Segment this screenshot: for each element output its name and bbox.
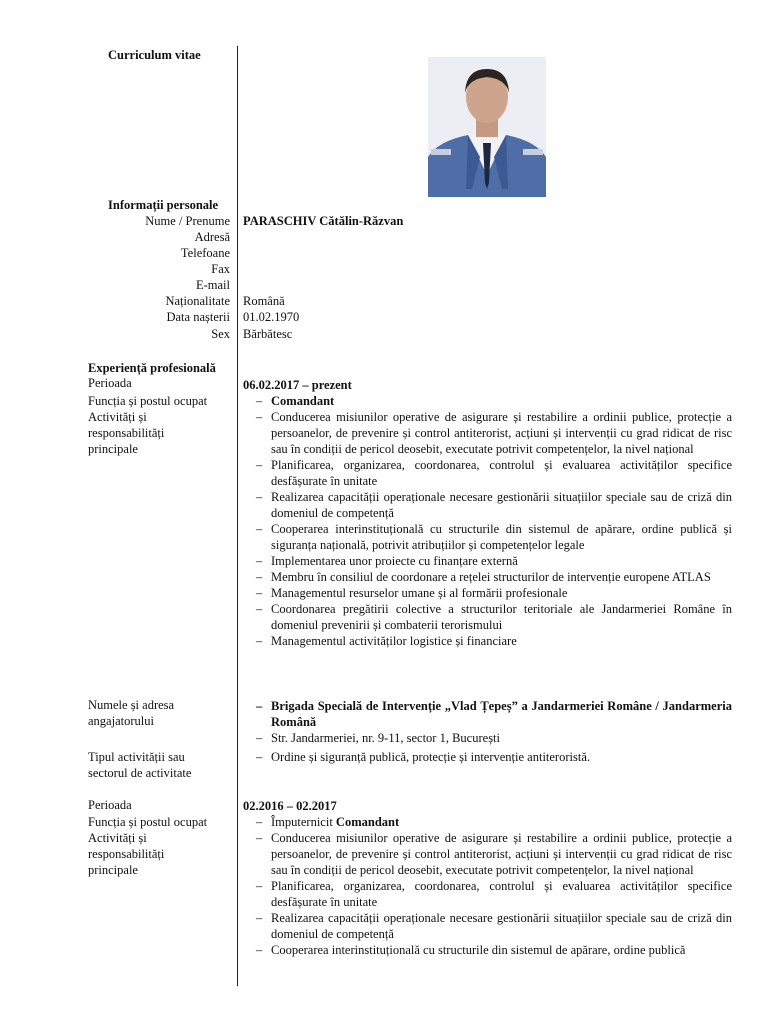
activities-label: principale (88, 442, 138, 456)
nationality-value: Română (243, 294, 285, 308)
employer-label: angajatorului (88, 714, 154, 728)
address-label: Adresă (194, 230, 230, 244)
activities-label: principale (88, 863, 138, 877)
job-period: 06.02.2017 – prezent (243, 378, 352, 392)
job-position: Comandant (335, 815, 400, 829)
activities-label: Activități și (88, 410, 147, 424)
column-divider (237, 46, 238, 986)
list-item: – Planificarea, organizarea, coordonarea, controlul și evaluarea activităților specifice desfășurate în unitate (256, 879, 732, 909)
sex-value: Bărbătesc (243, 327, 293, 341)
list-item: – Cooperarea interinstituțională cu structurile din sistemul de apărare, ordine publică (256, 943, 686, 957)
nationality-label: Naționalitate (165, 294, 230, 308)
employer-label: Numele și adresa (88, 698, 175, 712)
list-item: – Împuternicit Comandant (256, 815, 400, 829)
list-item: – Implementarea unor proiecte cu finanțare externă (256, 554, 518, 568)
activities-list (243, 814, 732, 958)
list-item: – Conducerea misiunilor operative de asigurare și restabilire a ordinii publice, protecție a persoanelor, de prevenire și control antiterorist, acțiuni și intervenții cu grad ridicat de risc sau în condiții de pericol deosebit, executate potrivit competențelor, la nivel național (256, 831, 732, 877)
list-item: – Managementul activităților logistice și financiare (256, 634, 517, 648)
fax-label: Fax (211, 262, 230, 276)
list-item: – Comandant (256, 394, 335, 408)
name-label: Nume / Prenume (145, 214, 230, 228)
period-label: Perioada (88, 376, 132, 390)
position-label: Funcția și postul ocupat (88, 394, 208, 408)
activities-label: Activități și (88, 831, 147, 845)
personal-section-title: Informații personale (108, 198, 219, 212)
list-item: – Coordonarea pregătirii colective a structurilor teritoriale ale Jandarmeriei Române în domeniul prevenirii și combaterii terorismului (256, 602, 732, 632)
activities-label: responsabilități (88, 426, 165, 440)
list-item: – Planificarea, organizarea, coordonarea, controlul și evaluarea activităților specifice desfășurate în unitate (256, 458, 732, 488)
list-item: – Realizarea capacității operaționale necesare gestionării situațiilor speciale sau de criză din domeniul de competență (256, 490, 732, 520)
job-position: Comandant (271, 394, 335, 408)
email-label: E-mail (195, 278, 230, 292)
profile-photo (428, 57, 546, 197)
birth-date-value: 01.02.1970 (243, 310, 300, 324)
activities-list (243, 393, 732, 649)
cv-title: Curriculum vitae (108, 48, 201, 62)
sector-value: – Ordine și siguranță publică, protecție și intervenție antiteroristă. (256, 750, 590, 764)
job-period: 02.2016 – 02.2017 (243, 799, 337, 813)
position-label: Funcția și postul ocupat (88, 815, 208, 829)
sector-label: sectorul de activitate (88, 766, 192, 780)
period-label: Perioada (88, 798, 132, 812)
list-item: – Cooperarea interinstituțională cu structurile din sistemul de apărare, ordine publică și siguranța națională, potrivit atribuțiilor și competențelor legale (256, 522, 732, 552)
employer-name: – Brigada Specială de Intervenție „Vlad Țepeș” a Jandarmeriei Române / Jandarmeria Română (256, 699, 732, 729)
sector-list (243, 749, 732, 765)
birth-date-label: Data nașterii (166, 310, 230, 324)
portrait-icon (428, 57, 546, 197)
sector-label: Tipul activității sau (88, 750, 185, 764)
list-item: – Realizarea capacității operaționale necesare gestionării situațiilor speciale sau de criză din domeniul de competență (256, 911, 732, 941)
experience-section-title: Experiență profesională (88, 361, 216, 375)
list-item: – Membru în consiliul de coordonare a rețelei structurilor de intervenție europene ATLAS (256, 570, 711, 584)
sex-label: Sex (211, 327, 230, 341)
name-value: PARASCHIV Cătălin-Răzvan (243, 214, 404, 228)
activities-label: responsabilități (88, 847, 165, 861)
list-item: – Conducerea misiunilor operative de asigurare și restabilire a ordinii publice, protecție a persoanelor, de prevenire și control antiterorist, acțiuni și intervenții cu grad ridicat de risc sau în condiții de pericol deosebit, executate potrivit competențelor, la nivel național (256, 410, 732, 456)
phones-label: Telefoane (180, 246, 230, 260)
list-item: – Managementul resurselor umane și al formării profesionale (256, 586, 568, 600)
employer-address: – Str. Jandarmeriei, nr. 9-11, sector 1, București (256, 731, 500, 745)
employer-list (243, 698, 732, 746)
